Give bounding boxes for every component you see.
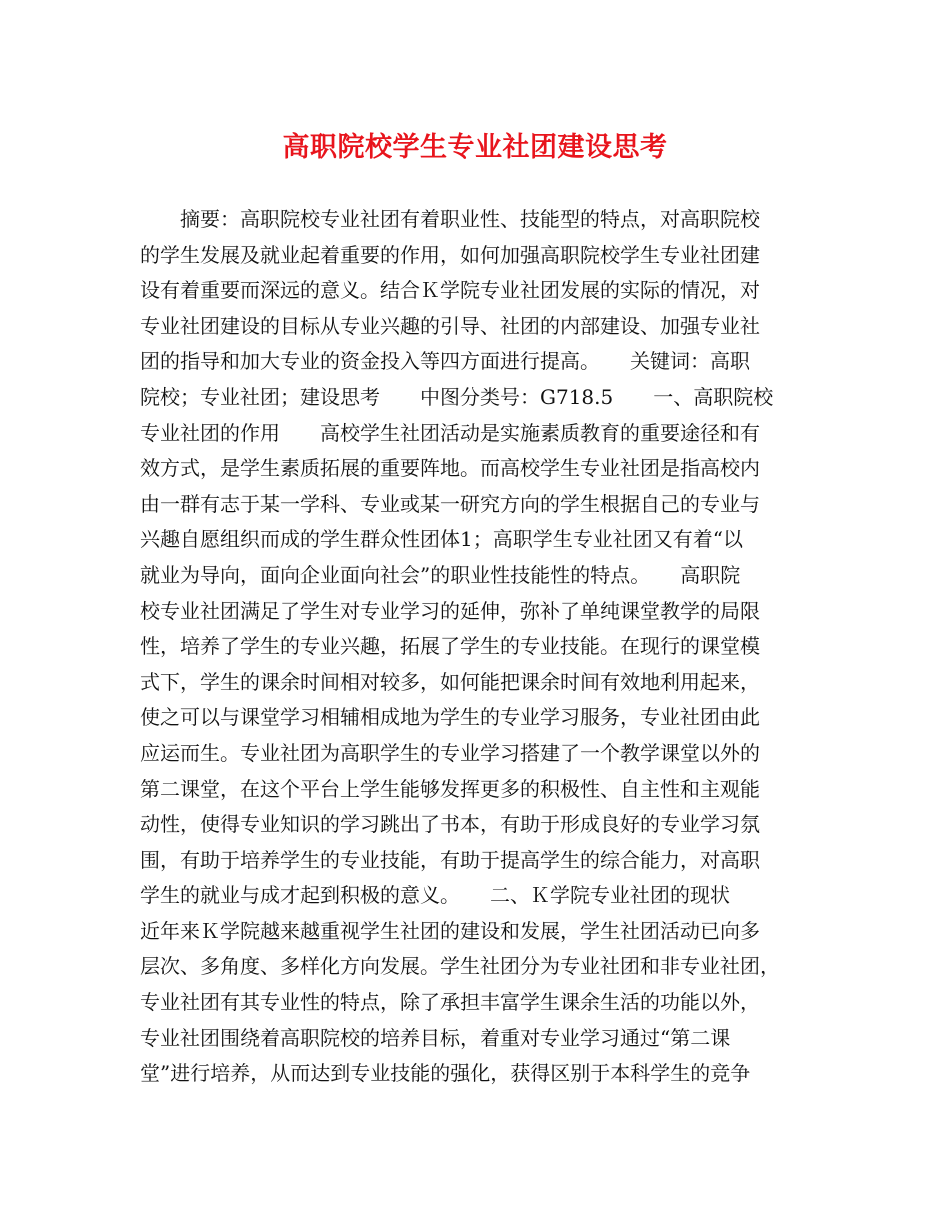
body-text-line: 专业社团建设的目标从专业兴趣的引导、社团的内部建设、加强专业社 [140, 313, 760, 338]
body-text-line: 第二课堂，在这个平台上学生能够发挥更多的积极性、自主性和主观能 [140, 776, 760, 801]
body-text-line: 院校；专业社团；建设思考 中图分类号：G718.5 一、高职院校 [140, 384, 774, 409]
body-text-line: 围，有助于培养学生的专业技能，有助于提高学生的综合能力，对高职 [140, 847, 760, 872]
body-text-line: 的学生发展及就业起着重要的作用，如何加强高职院校学生专业社团建 [140, 242, 760, 267]
body-text-line: 专业社团有其专业性的特点，除了承担丰富学生课余生活的功能以外， [140, 990, 760, 1015]
body-text-line: 由一群有志于某一学科、专业或某一研究方向的学生根据自己的专业与 [140, 491, 760, 516]
body-text-line: 摘要：高职院校专业社团有着职业性、技能型的特点，对高职院校 [140, 207, 760, 231]
body-text-line: 校专业社团满足了学生对专业学习的延伸，弥补了单纯课堂教学的局限 [140, 598, 760, 623]
body-text-line: 兴趣自愿组织而成的学生群众性团体1；高职学生专业社团又有着“以 [140, 527, 743, 552]
body-text-line: 就业为导向，面向企业面向社会”的职业性技能性的特点。 高职院 [140, 562, 741, 587]
body-text-line: 性，培养了学生的专业兴趣，拓展了学生的专业技能。在现行的课堂模 [140, 634, 760, 659]
body-text-line: 专业社团的作用 高校学生社团活动是实施素质教育的重要途径和有 [140, 420, 760, 445]
body-text-line: 层次、多角度、多样化方向发展。学生社团分为专业社团和非专业社团， [140, 954, 780, 979]
body-text-line: 学生的就业与成才起到积极的意义。 二、Ｋ学院专业社团的现状 [140, 883, 750, 908]
body-text-line: 团的指导和加大专业的资金投入等四方面进行提高。 关键词：高职 [140, 349, 750, 374]
body-text-line: 效方式，是学生素质拓展的重要阵地。而高校学生专业社团是指高校内 [140, 456, 760, 481]
body-text-line: 动性，使得专业知识的学习跳出了书本，有助于形成良好的专业学习氛 [140, 812, 760, 837]
body-text-line: 专业社团围绕着高职院校的培养目标，着重对专业学习通过“第二课 [140, 1025, 731, 1050]
body-text-line: 堂”进行培养，从而达到专业技能的强化，获得区别于本科学生的竞争 [140, 1061, 751, 1086]
document-body [140, 202, 840, 1092]
body-text-line: 式下，学生的课余时间相对较多，如何能把课余时间有效地利用起来， [140, 669, 760, 694]
body-text-line: 应运而生。专业社团为高职学生的专业学习搭建了一个教学课堂以外的 [140, 740, 760, 765]
body-text-line: 设有着重要而深远的意义。结合Ｋ学院专业社团发展的实际的情况，对 [140, 278, 760, 303]
document-title: 高职院校学生专业社团建设思考 [282, 132, 668, 163]
body-text-line: 使之可以与课堂学习相辅相成地为学生的专业学习服务，专业社团由此 [140, 705, 760, 730]
body-text-line: 近年来Ｋ学院越来越重视学生社团的建设和发展，学生社团活动已向多 [140, 918, 760, 943]
